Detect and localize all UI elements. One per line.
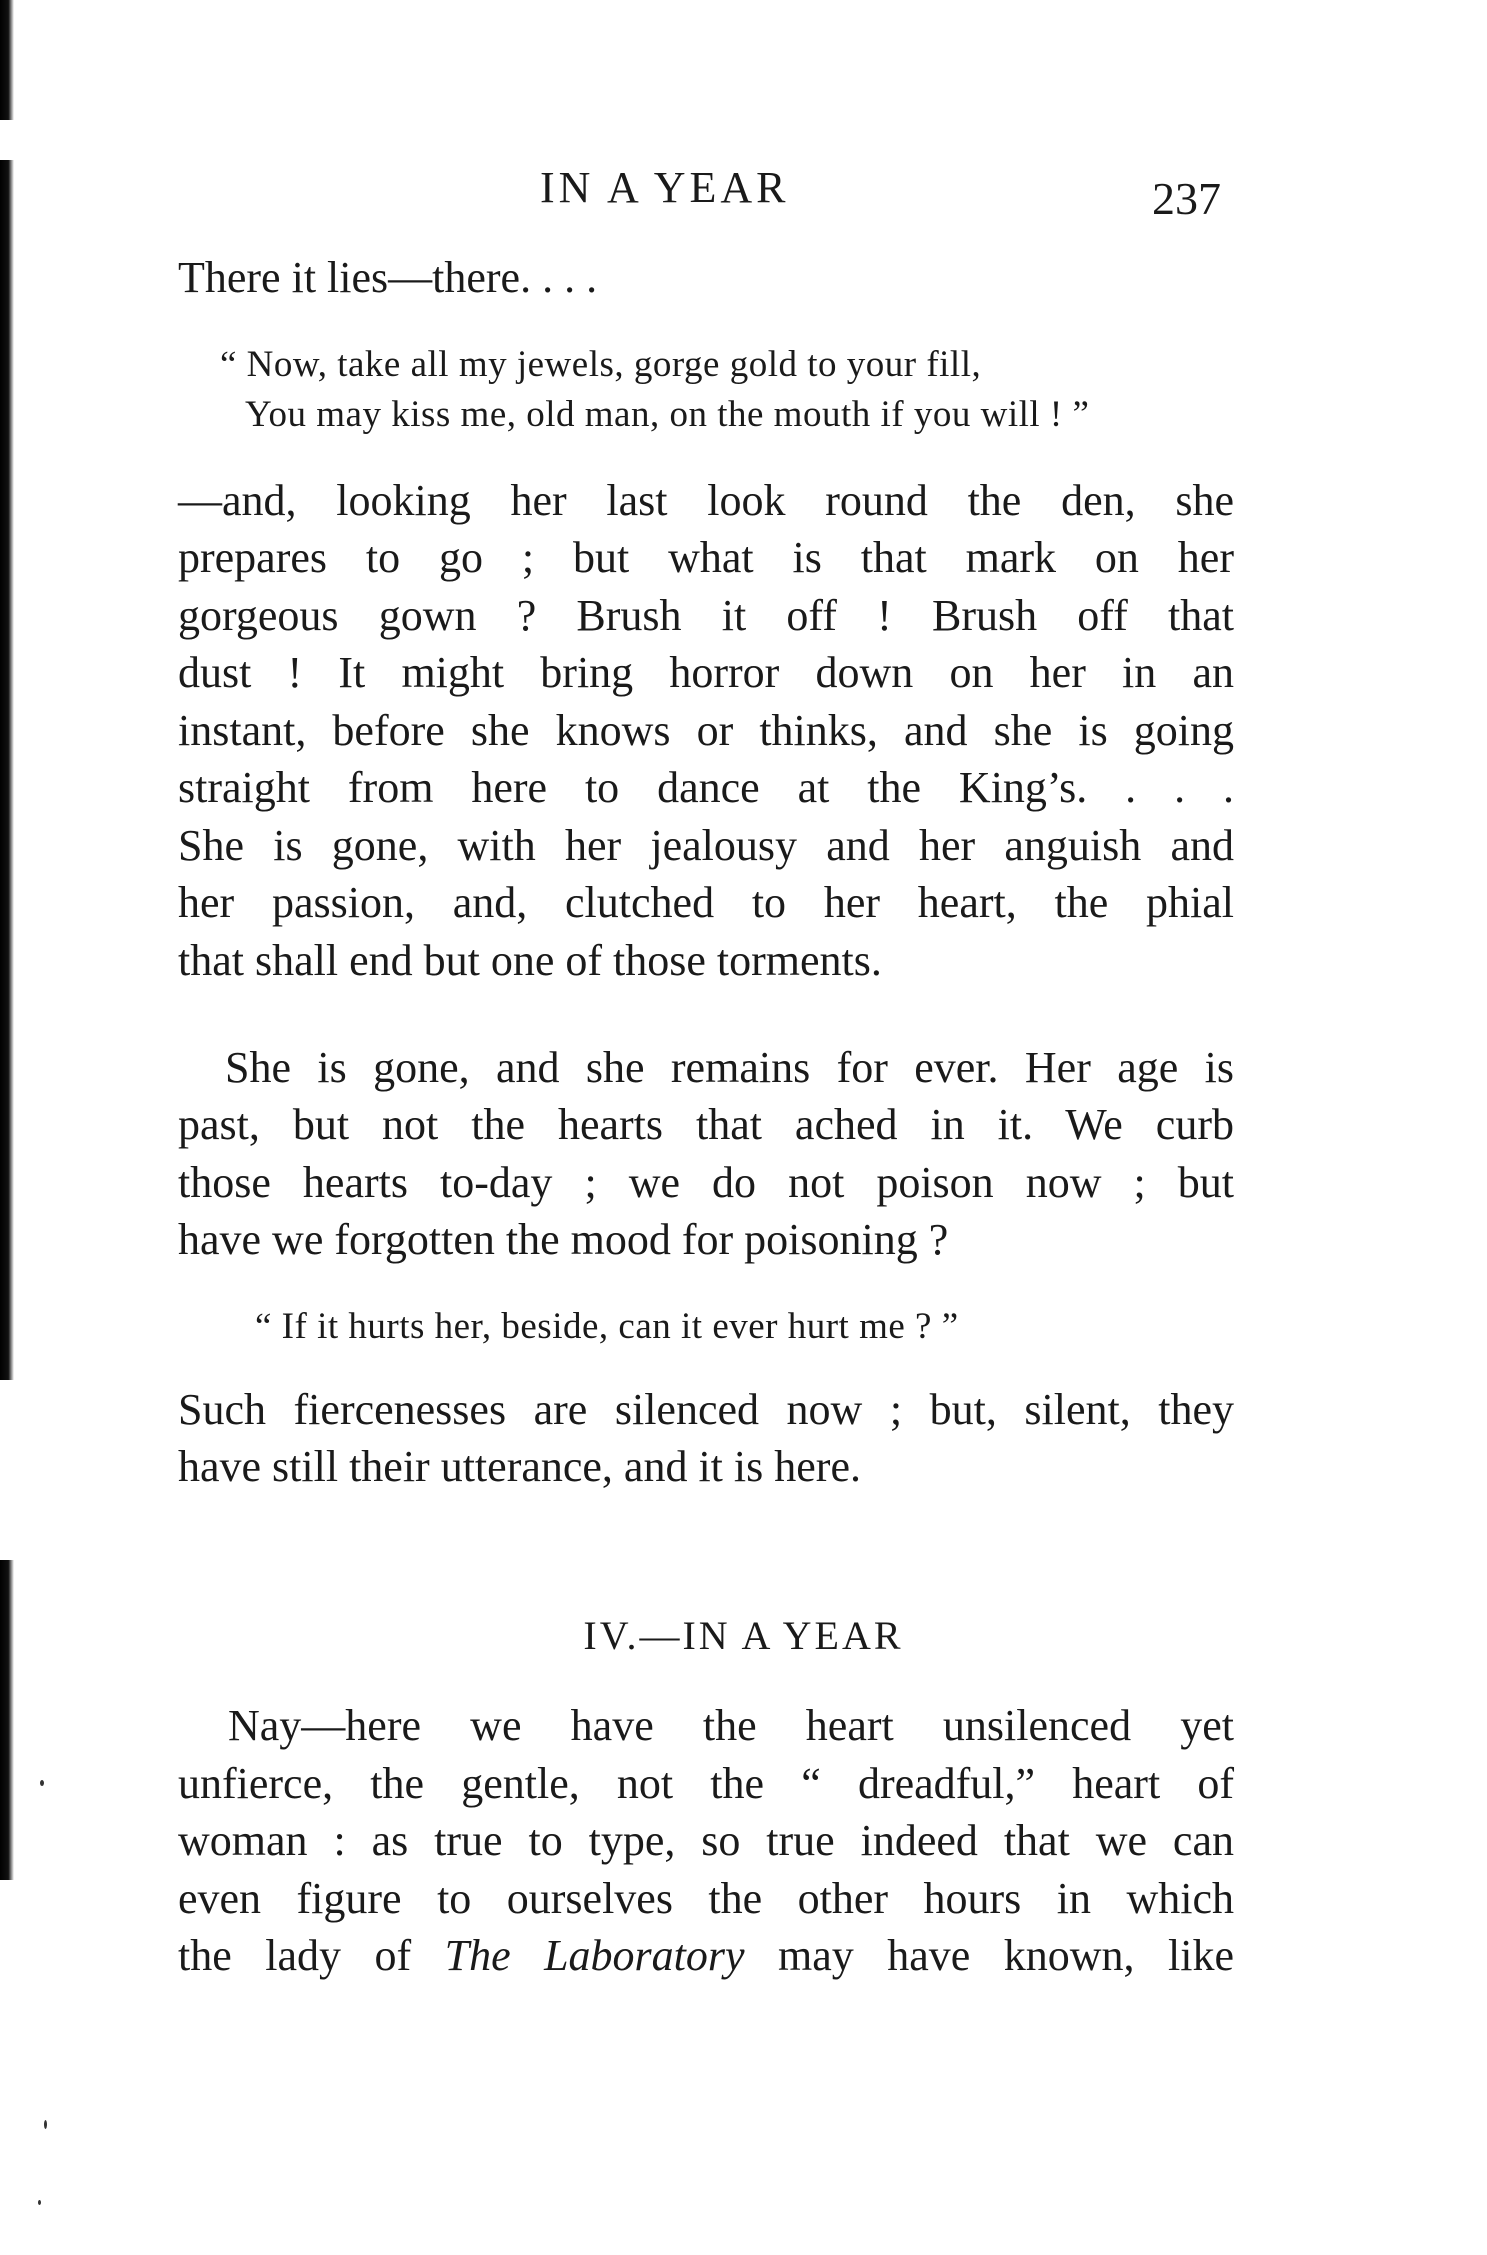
text-line: unfierce, the gentle, not the “ dreadful,” heart of [178, 1759, 1234, 1808]
text-line: dust ! It might bring horror down on her in an [178, 648, 1234, 697]
binding-edge-gap [0, 1380, 14, 1560]
print-speck [40, 1780, 44, 1786]
section-heading: IV.—IN A YEAR [583, 1613, 904, 1658]
text-line: even figure to ourselves the other hours in which [178, 1874, 1234, 1923]
text-line: instant, before she knows or thinks, and she is going [178, 706, 1234, 755]
text-line: gorgeous gown ? Brush it off ! Brush off that [178, 591, 1234, 640]
text-span: the lady of [178, 1931, 412, 1980]
text-line: She is gone, and she remains for ever. Her age is [225, 1043, 1234, 1092]
text-line: past, but not the hearts that ached in it. We curb [178, 1100, 1234, 1149]
page-number: 237 [1152, 173, 1221, 224]
print-speck [44, 2120, 47, 2129]
verse-line: You may kiss me, old man, on the mouth if you will ! ” [245, 394, 1090, 435]
text-line: —and, looking her last look round the den, she [178, 476, 1234, 525]
text-line: that shall end but one of those torments. [178, 936, 882, 985]
text-line: woman : as true to type, so true indeed that we can [178, 1816, 1234, 1865]
text-line [178, 1930, 1234, 1981]
print-speck [38, 2200, 41, 2205]
text-line: have we forgotten the mood for poisoning ? [178, 1215, 949, 1264]
text-line: have still their utterance, and it is here. [178, 1442, 861, 1491]
binding-edge-gap [0, 120, 14, 160]
text-line: prepares to go ; but what is that mark on her [178, 533, 1234, 582]
text-line: those hearts to-day ; we do not poison now ; but [178, 1158, 1234, 1207]
text-line: She is gone, with her jealousy and her anguish and [178, 821, 1234, 870]
text-span: may have known, like [778, 1931, 1235, 1980]
text-line: straight from here to dance at the King’s. . . . [178, 763, 1234, 812]
work-title: The Laboratory [444, 1931, 745, 1980]
text-line: There it lies—there. . . . [178, 253, 598, 302]
verse-line: “ If it hurts her, beside, can it ever hurt me ? ” [255, 1306, 959, 1347]
running-head [0, 162, 1487, 224]
verse-line: “ Now, take all my jewels, gorge gold to your fill, [220, 344, 982, 385]
text-line: her passion, and, clutched to her heart, the phial [178, 878, 1234, 927]
running-head-title: IN A YEAR [540, 163, 790, 212]
binding-edge-gap [0, 1880, 14, 2255]
text-line: Such fiercenesses are silenced now ; but, silent, they [178, 1385, 1234, 1434]
text-line: Nay—here we have the heart unsilenced yet [228, 1701, 1234, 1750]
